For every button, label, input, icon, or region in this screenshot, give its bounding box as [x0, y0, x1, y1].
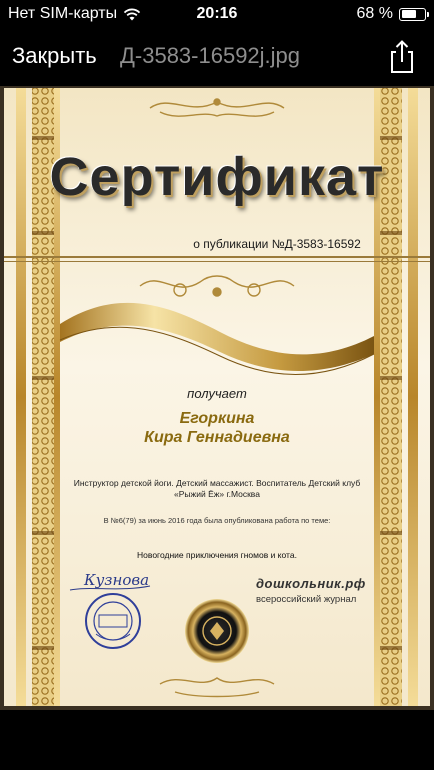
battery-level: [402, 10, 417, 18]
status-time: 20:16: [196, 5, 238, 22]
file-name: Д-3583-16592j.jpg: [120, 43, 301, 68]
recipient-given-names: Кира Геннадиевна: [144, 429, 290, 446]
close-button[interactable]: Закрыть: [12, 43, 97, 68]
journal-label: всероссийский журнал: [256, 594, 357, 605]
brand-logo: дошкольник.рф: [256, 576, 366, 591]
recipient-surname: Егоркина: [179, 410, 255, 427]
image-viewer[interactable]: [0, 86, 434, 710]
publication-info: В №6(79) за июнь 2016 года была опубликована работа по теме:: [103, 516, 331, 525]
certificate-title: Сертификат: [49, 147, 385, 207]
battery-icon: [399, 8, 426, 21]
publication-number: о публикации №Д-3583-16592: [193, 237, 361, 251]
share-icon[interactable]: [382, 36, 422, 76]
battery-percent: 68 %: [356, 5, 393, 22]
signature: Кузнова: [84, 571, 150, 589]
receives-label: получает: [187, 386, 247, 401]
recipient-position: Инструктор детской йоги. Детский массажист. Воспитатель Детский клуб «Рыжий Ёж» г.Москва: [73, 478, 361, 499]
status-right: [357, 5, 426, 23]
status-bar: [0, 0, 434, 30]
carrier-label: Нет SIM-карты: [8, 5, 118, 22]
nav-bar: [0, 34, 434, 80]
work-title: Новогодние приключения гномов и кота.: [137, 550, 297, 560]
